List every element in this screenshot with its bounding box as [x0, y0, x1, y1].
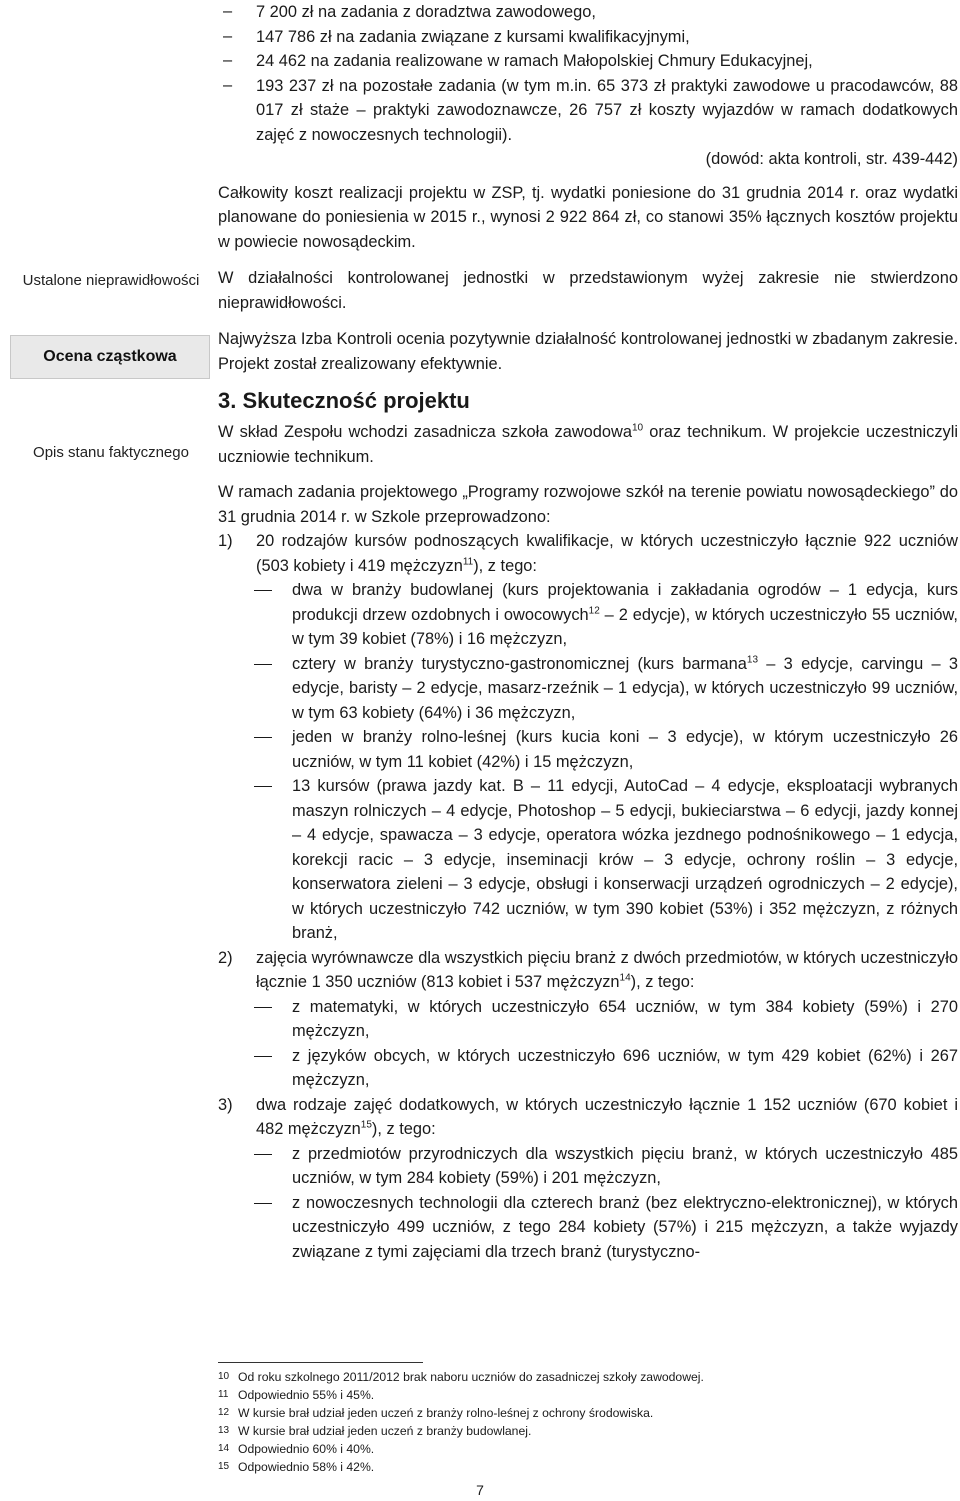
list-item: z nowoczesnych technologii dla czterech branż (bez elektryczno-elektronicznej), w których uczestniczyło 499 uczniów, z tego 284 kobiety (57%) i 215 mężczyzn, a także wyjazdy związane z tymi zajęciami dla trzech branż (turystyczno- [218, 1191, 958, 1265]
intro-paragraph: W ramach zadania projektowego „Programy rozwojowe szkół na terenie powiatu nowosądeckiego” do 31 grudnia 2014 r. w Szkole przeprowadzono: [218, 483, 958, 526]
evidence-reference: (dowód: akta kontroli, str. 439-442) [705, 150, 958, 168]
team-paragraph: W skład Zespołu wchodzi zasadnicza szkoła zawodowa$^{10}$ oraz technikum. W projekcie uczestniczyli uczniowie technikum. [218, 422, 958, 466]
side-label-factual-description: Opis stanu faktycznego [33, 444, 189, 461]
list-item: jeden w branży rolno-leśnej (kurs kucia koni – 3 edycje), w którym uczestniczyło 26 uczniów, w tym 11 kobiet (42%) i 15 mężczyzn, [218, 725, 958, 774]
sub-list-2 [218, 995, 958, 1093]
footnote: 12 W kursie brał udział jeden uczeń z branży rolno-leśnej z ochrony środowiska. [218, 1406, 654, 1420]
list-item: z przedmiotów przyrodniczych dla wszystkich pięciu branż, w których uczestniczyło 485 uczniów, w tym 284 kobiety (59%) i 201 mężczyzn, [218, 1142, 958, 1191]
footnote: 14 Odpowiednio 60% i 40%. [218, 1442, 375, 1456]
side-label-partial-assessment [10, 335, 210, 379]
footnote-ref[interactable]: 11 [462, 556, 474, 568]
footnote-ref[interactable]: 13 [746, 654, 759, 666]
main-text-column [218, 0, 958, 1264]
list-item: cztery w branży turystyczno-gastronomicznej (kurs barmana$^{13}$ – 3 edycje, carvingu – 3 edycje, baristy – 2 edycje, masarz-rzeźnik – 1 edycja), w których uczestniczyło 99 uczniów, w tym 63 kobiety (64%) i 36 mężczyzn, [218, 652, 958, 726]
footnote-divider [218, 1362, 423, 1363]
list-item: – 7 200 zł na zadania z doradztwa zawodowego, [218, 0, 958, 25]
findings-paragraph: W działalności kontrolowanej jednostki w przedstawionym wyżej zakresie nie stwierdzono nieprawidłowości. [218, 269, 958, 312]
side-label-partial-assessment-text: Ocena cząstkowa [43, 348, 177, 365]
footnote-ref[interactable]: 12 [588, 605, 600, 617]
footnote: 11 Odpowiednio 55% i 45%. [218, 1388, 375, 1402]
list-item: 13 kursów (prawa jazdy kat. B – 11 edycji, AutoCad – 4 edycje, eksploatacji wybranych maszyn rolniczych – 4 edycje, Photoshop – 5 edycji, bukieciarstwa – 6 edycji, jazdy konnej – 4 edycje, spawacza – 3 edycje, operatora wózka jezdnego podnośnikowego – 1 edycja, korekcji racic – 3 edycje, inseminacji krów – 3 edycje, ochrony roślin – 3 edycje, konserwatora zieleni – 3 edycje, obsługi i konserwacji urządzeń ogrodniczych – 2 edycje), w których uczestniczyło 742 uczniów, w tym 390 kobiet (53%) i 352 mężczyzn, z różnych branż, [218, 774, 958, 946]
footnote-ref[interactable]: 15 [360, 1119, 372, 1131]
sub-list-1 [218, 578, 958, 946]
footnote: 10 Od roku szkolnego 2011/2012 brak naboru uczniów do zasadniczej szkoły zawodowej. [218, 1370, 704, 1384]
section-heading: 3. Skuteczność projektu [218, 388, 470, 413]
list-item: z matematyki, w których uczestniczyło 654 uczniów, w tym 384 kobiety (59%) i 270 mężczyzn, [218, 995, 958, 1044]
page-number: 7 [476, 1482, 484, 1498]
sub-list-3 [218, 1142, 958, 1265]
list-item: – 24 462 na zadania realizowane w ramach Małopolskiej Chmury Edukacyjnej, [218, 49, 958, 74]
footnotes [218, 1368, 958, 1476]
footnote-ref[interactable]: 10 [631, 422, 644, 434]
footnote: 15 Odpowiednio 58% i 42%. [218, 1460, 375, 1474]
numbered-item-3: 3) dwa rodzaje zajęć dodatkowych, w których uczestniczyło łącznie 1 152 uczniów (670 kobiet i 482 mężczyzn$^{15}$), z tego: [218, 1095, 958, 1138]
numbered-item-1: 1) 20 rodzajów kursów podnoszących kwalifikacje, w których uczestniczyło łącznie 922 uczniów (503 kobiety i 419 mężczyzn$^{11}$), z tego: [218, 532, 958, 575]
cost-breakdown-list [218, 0, 958, 147]
assessment-paragraph: Najwyższa Izba Kontroli ocenia pozytywnie działalność kontrolowanej jednostki w zbadanym zakresie. Projekt został zrealizowany efektywnie. [218, 330, 958, 373]
footnote-ref[interactable]: 14 [619, 972, 631, 984]
footnote: 13 W kursie brał udział jeden uczeń z branży budowlanej. [218, 1424, 532, 1438]
side-label-findings: Ustalone nieprawidłowości [22, 272, 200, 289]
list-item: – 147 786 zł na zadania związane z kursami kwalifikacyjnymi, [218, 25, 958, 50]
total-cost-paragraph: Całkowity koszt realizacji projektu w ZSP, tj. wydatki poniesione do 31 grudnia 2014 r. oraz wydatki planowane do poniesienia w 2015 r., wynosi 2 922 864 zł, co stanowi 35% łącznych kosztów projektu w powiecie nowosądeckim. [218, 183, 958, 251]
list-item: – 193 237 zł na pozostałe zadania (w tym m.in. 65 373 zł praktyki zawodowe u pracodawców, 88 017 zł staże – praktyki zawodoznawcze, 26 757 zł koszty wyjazdów w ramach dodatkowych zajęć z nowoczesnych technologii). [218, 74, 958, 148]
numbered-item-2: 2) zajęcia wyrównawcze dla wszystkich pięciu branż z dwóch przedmiotów, w których uczestniczyło łącznie 1 350 uczniów (813 kobiet i 537 mężczyzn$^{14}$), z tego: [218, 948, 958, 991]
list-item: dwa w branży budowlanej (kurs projektowania i zakładania ogrodów – 1 edycja, kurs produkcji drzew ozdobnych i owocowych$^{12}$ – 2 edycje), w których uczestniczyło 55 uczniów, w tym 39 kobiet (78%) i 16 mężczyzn, [218, 578, 958, 652]
list-item: z języków obcych, w których uczestniczyło 696 uczniów, w tym 429 kobiet (62%) i 267 mężczyzn, [218, 1044, 958, 1093]
